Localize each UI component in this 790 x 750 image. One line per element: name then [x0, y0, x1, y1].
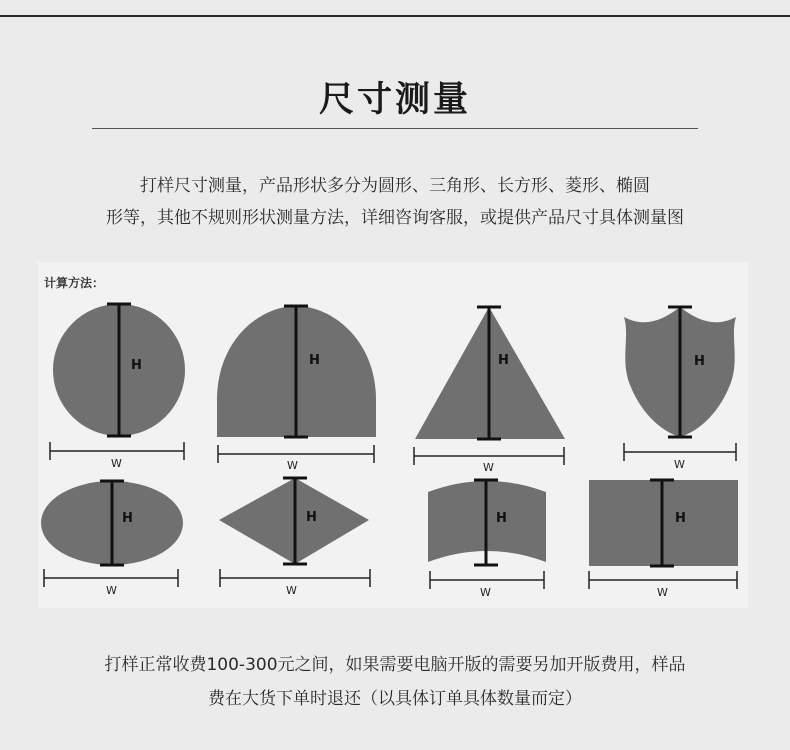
page-title: 尺寸测量: [318, 80, 471, 120]
arch-width-label: W: [287, 459, 298, 472]
triangle-width-label: W: [483, 461, 494, 474]
ellipse-width-label: W: [106, 584, 117, 597]
top-divider: [0, 15, 790, 17]
intro-line-2: 形等，其他不规则形状测量方法，详细咨询客服，或提供产品尺寸具体测量图: [106, 208, 684, 228]
footer-text: [20, 648, 770, 716]
circle-height-label: H: [131, 358, 142, 373]
calc-method-label: 计算方法：: [44, 276, 105, 290]
footer-line-2: 费在大货下单时退还（以具体订单具体数量而定）: [208, 689, 582, 709]
circle-width-label: W: [111, 457, 122, 470]
diamond-height-label: H: [306, 510, 317, 525]
intro-text: [20, 170, 770, 234]
triangle-height-label: H: [498, 353, 509, 368]
curved-band-height-label: H: [496, 511, 507, 526]
title-divider: [92, 128, 698, 129]
arch-height-label: H: [309, 353, 320, 368]
footer-line-1: 打样正常收费100-300元之间，如果需要电脑开版的需要另加开版费用，样品: [104, 655, 686, 675]
shield-width-label: W: [674, 458, 685, 471]
curved-band-width-label: W: [480, 586, 491, 599]
ellipse-height-label: H: [122, 511, 133, 526]
diamond-width-label: W: [286, 584, 297, 597]
measurement-diagram: [38, 262, 748, 608]
measurement-diagram-svg: [38, 262, 748, 608]
intro-line-1: 打样尺寸测量，产品形状多分为圆形、三角形、长方形、菱形、椭圆: [140, 176, 650, 196]
shield-height-label: H: [694, 354, 705, 369]
rectangle-width-label: W: [657, 586, 668, 599]
rectangle-height-label: H: [675, 511, 686, 526]
